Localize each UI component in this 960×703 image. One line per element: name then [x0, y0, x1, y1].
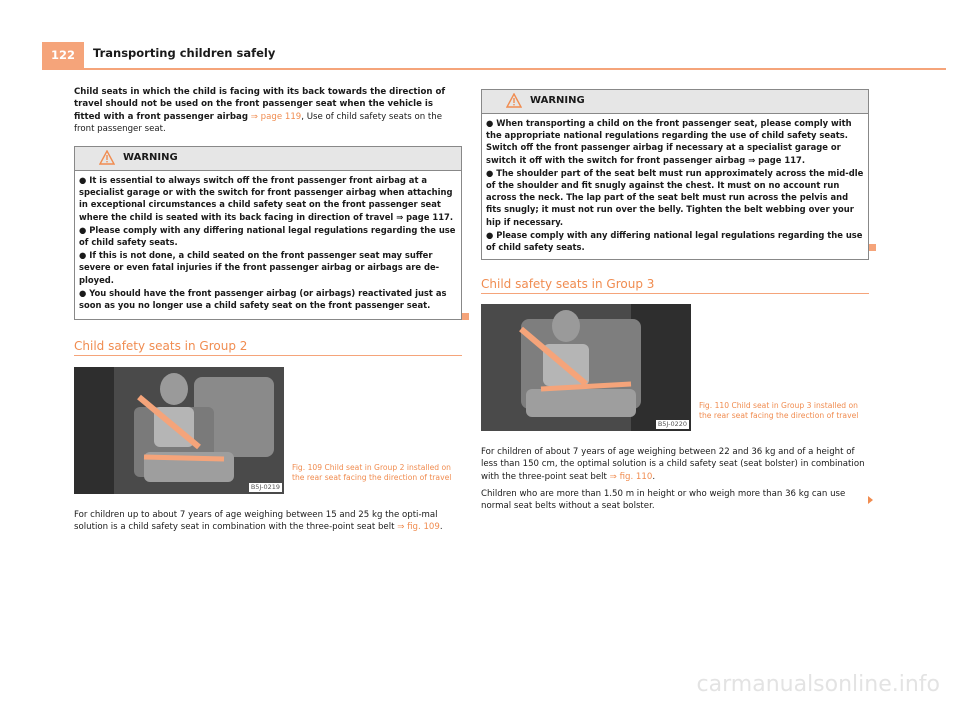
- page-number: 122: [42, 42, 84, 69]
- section-rule: [481, 293, 869, 294]
- warning-box-right: [481, 89, 869, 260]
- header-rule: [42, 68, 946, 70]
- figure-110-photo: [481, 304, 691, 431]
- group-3-paragraph-2: Children who are more than 1.50 m in height or who weigh more than 36 kg can use normal seat belts without a seat bolster.: [481, 489, 846, 512]
- figure-109-caption: Fig. 109 Child seat in Group 2 installed on the rear seat facing the direction of travel: [292, 463, 452, 482]
- warning-item: ● Please comply with any differing national legal regulations regarding the use of child safety seats.: [486, 229, 863, 253]
- warning-item: ● If this is not done, a child seated on the front passenger seat may suffer severe or even fatal injuries if the front passenger airbag or airbags are de-ployed.: [79, 250, 440, 285]
- warning-body: [75, 171, 461, 314]
- warning-label: WARNING: [530, 95, 585, 106]
- section-end-marker: [869, 244, 876, 251]
- watermark: carmanualsonline.info: [696, 672, 940, 697]
- section-end-marker: [462, 313, 469, 320]
- intro-bold: Child seats in which the child is facing with its back towards the direction of travel should not be used on the front passenger seat when the vehicle is fitted with a front passenger airbag: [74, 87, 446, 122]
- figure-110-caption: Fig. 110 Child seat in Group 3 installed on the rear seat facing the direction of travel: [699, 401, 859, 420]
- warning-item: ● When transporting a child on the front passenger seat, please comply with the appropriate national regulations regarding the use of child safety seats. Switch off the front passenger airbag if necessary at a specialist garage or switch it off with the switch for front passenger airbag ⇒ page 117.: [486, 118, 852, 165]
- warning-triangle-icon: [506, 93, 522, 108]
- group-3-paragraph-1: For children of about 7 years of age weighing between 22 and 36 kg and of a height of less than 150 cm, the optimal solution is a child safety seat (seat bolster) in combination with the three-point seat belt ⇒ fig. 110.: [481, 447, 865, 482]
- intro-paragraph: [74, 86, 462, 136]
- warning-label: WARNING: [123, 152, 178, 163]
- warning-triangle-icon: [99, 150, 115, 165]
- warning-item: ● Please comply with any differing national legal regulations regarding the use of child safety seats.: [79, 224, 456, 248]
- section-title-group-3: Child safety seats in Group 3: [481, 277, 655, 291]
- fig-109-link[interactable]: ⇒ fig. 109: [397, 522, 440, 533]
- intro-page-link[interactable]: ⇒ page 119: [250, 111, 302, 122]
- page-title: Transporting children safely: [93, 46, 276, 60]
- section-title-group-2: Child safety seats in Group 2: [74, 339, 248, 353]
- figure-109-photo: [74, 367, 284, 494]
- warning-item: ● The shoulder part of the seat belt must run approximately across the mid-dle of the shoulder and fit snugly against the chest. It must on no account run across the neck. The lap part of the seat belt must run across the pelvis and fits snugly; it must not run over the belly. Tighten the belt webbing over your hip if necessary.: [486, 167, 864, 227]
- figure-code: B5J-0220: [657, 420, 687, 428]
- warning-item: ● You should have the front passenger airbag (or airbags) reactivated just as soon as you no longer use a child safety seat on the front passenger seat.: [79, 287, 447, 311]
- warning-header: [482, 90, 868, 114]
- fig-110-link[interactable]: ⇒ fig. 110: [609, 471, 653, 482]
- warning-item: ● It is essential to always switch off the front passenger front airbag at a specialist garage or with the switch for front passenger airbag when attaching in exceptional circumstances a child safety seat on the front passenger seat where the child is seated with its back facing in direction of travel ⇒ page 117.: [79, 175, 454, 222]
- figure-code: B5J-0219: [250, 483, 280, 491]
- warning-header: [75, 147, 461, 171]
- intro-rest: , Use of child safety seats on the front passenger seat.: [74, 111, 443, 135]
- section-rule: [74, 355, 462, 356]
- group-2-paragraph: For children up to about 7 years of age weighing between 15 and 25 kg the opti-mal solution is a child safety seat in combination with the three-point seat belt ⇒ fig. 109.: [74, 510, 443, 533]
- warning-body: [482, 114, 868, 256]
- continue-arrow-icon: [868, 496, 873, 504]
- warning-box-left: [74, 146, 462, 320]
